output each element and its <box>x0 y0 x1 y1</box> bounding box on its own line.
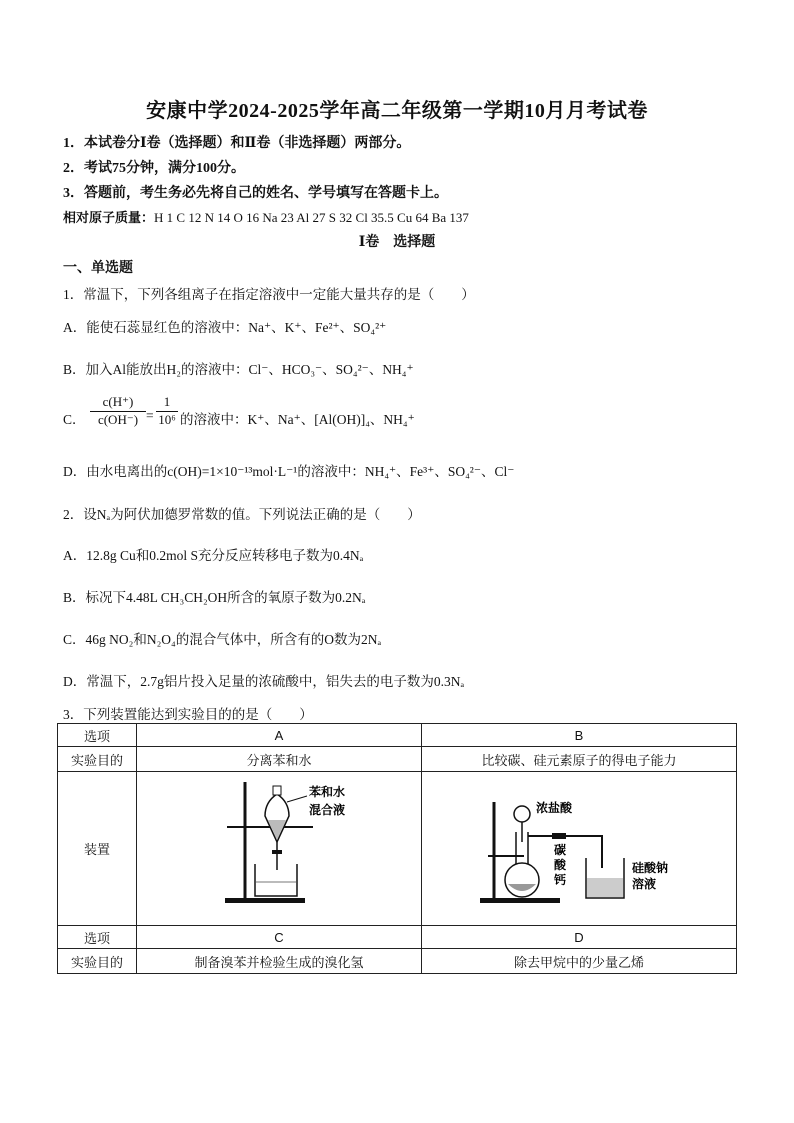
fig-a-label-1: 苯和水 <box>309 785 346 799</box>
section-title: Ⅰ卷 选择题 <box>358 235 436 250</box>
q3-purpose-a: 分离苯和水 <box>137 747 422 772</box>
fig-b-solid-label-2: 酸 <box>554 858 567 872</box>
atomic-mass-values: H 1 C 12 N 14 O 16 Na 23 Al 27 S 32 Cl 35.5 Cu 64 Ba 137 <box>154 210 469 225</box>
q3-purpose-c: 制备溴苯并检验生成的溴化氢 <box>137 949 422 974</box>
q3-device-label: 装置 <box>58 772 137 926</box>
exam-title: 安康中学2024-2025学年高二年级第一学期10月月考试卷 <box>146 100 648 122</box>
q2-option-b: B．标况下4.48L CH₃CH₂OH所含的氧原子数为0.2Nₐ <box>63 590 366 605</box>
q3-col-a: A <box>137 724 422 747</box>
q3-stem: 3．下列装置能达到实验目的的是（ ） <box>63 707 313 722</box>
q3-purpose-label: 实验目的 <box>58 747 137 772</box>
q1-option-a: A．能使石蕊显红色的溶液中：Na⁺、K⁺、Fe²⁺、SO₄²⁺ <box>63 320 387 335</box>
q3-table <box>57 723 737 974</box>
q1-c-equals: = <box>146 408 154 423</box>
q3-header-label-2: 选项 <box>58 926 137 949</box>
q3-purpose-label-2: 实验目的 <box>58 949 137 974</box>
q3-col-d: D <box>422 926 737 949</box>
q1-option-c-suffix: 的溶液中：K⁺、Na⁺、[Al(OH)]₄、NH₄⁺ <box>180 412 415 427</box>
q3-header-label: 选项 <box>58 724 137 747</box>
q1-option-d: D．由水电离出的c(OH)=1×10⁻¹³mol·L⁻¹的溶液中：NH₄⁺、Fe³⁺、SO₄²⁻、Cl⁻ <box>63 464 515 479</box>
separatory-funnel-figure <box>137 772 421 922</box>
q2-option-d: D．常温下，2.7g铝片投入足量的浓硫酸中，铝失去的电子数为0.3Nₐ <box>63 674 465 689</box>
fig-b-solid-label-1: 碳 <box>554 843 567 857</box>
note-3: 3．答题前，考生务必先将自己的姓名、学号填写在答题卡上。 <box>63 186 448 201</box>
q1-option-b: B．加入Al能放出H₂的溶液中：Cl⁻、HCO₃⁻、SO₄²⁻、NH₄⁺ <box>63 362 414 377</box>
q2-stem: 2．设Nₐ为阿伏加德罗常数的值。下列说法正确的是（ ） <box>63 507 421 522</box>
carbon-silicon-apparatus-figure <box>422 772 736 922</box>
q1-c-ratio <box>156 394 178 428</box>
q1-c-ratio-numerator: 1 <box>163 394 171 409</box>
note-1: 1．本试卷分Ⅰ卷（选择题）和Ⅱ卷（非选择题）两部分。 <box>63 136 411 151</box>
q3-purpose-b: 比较碳、硅元素原子的得电子能力 <box>422 747 737 772</box>
q1-option-c-prefix: C． <box>63 412 86 427</box>
fig-b-acid-label: 浓盐酸 <box>536 801 573 815</box>
q1-c-fraction <box>90 394 146 428</box>
q1-c-numerator: c(H⁺) <box>102 394 134 409</box>
q1-stem: 1．常温下，下列各组离子在指定溶液中一定能大量共存的是（ ） <box>63 287 475 302</box>
q3-device-b <box>422 772 737 926</box>
atomic-mass-line <box>63 207 469 226</box>
q3-col-b: B <box>422 724 737 747</box>
part-title: 一、单选题 <box>63 261 133 276</box>
q1-c-ratio-denominator: 10⁶ <box>156 411 178 428</box>
q3-device-a <box>137 772 422 926</box>
fig-b-solution-label-1: 硅酸钠 <box>632 861 669 875</box>
atomic-mass-label: 相对原子质量： <box>63 210 155 225</box>
fig-b-solid-label-3: 钙 <box>554 873 567 887</box>
q3-purpose-d: 除去甲烷中的少量乙烯 <box>422 949 737 974</box>
q2-option-c: C．46g NO₂和N₂O₄的混合气体中，所含有的O数为2Nₐ <box>63 632 382 647</box>
q3-col-c: C <box>137 926 422 949</box>
note-2: 2．考试75分钟，满分100分。 <box>63 161 245 176</box>
q2-option-a: A．12.8g Cu和0.2mol S充分反应转移电子数为0.4Nₐ <box>63 548 364 563</box>
q1-c-denominator: c(OH⁻) <box>90 411 146 428</box>
fig-b-solution-label-2: 溶液 <box>632 877 657 891</box>
fig-a-label-2: 混合液 <box>309 803 346 817</box>
